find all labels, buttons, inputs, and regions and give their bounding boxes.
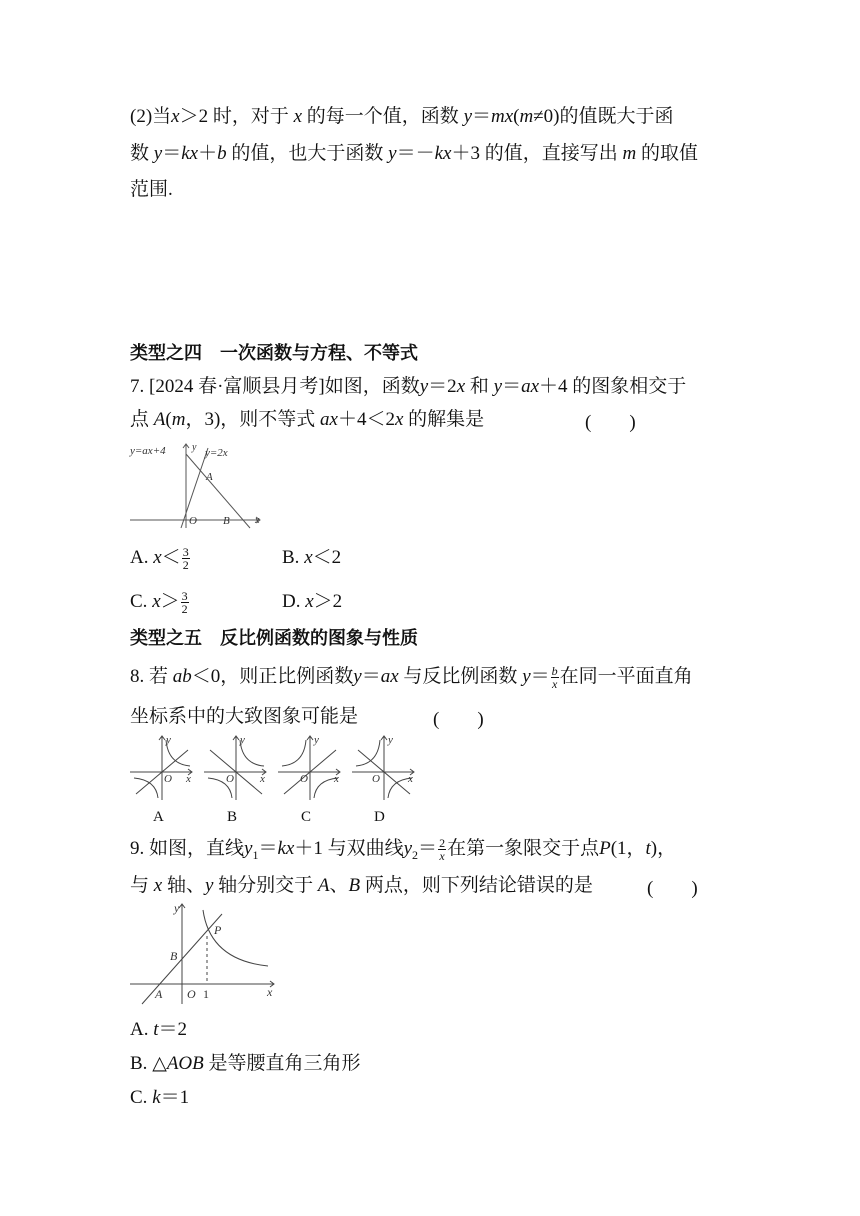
q8-graph-C xyxy=(278,734,340,800)
q8-label-B: B xyxy=(227,809,238,824)
q8-answer-bracket: ( ) xyxy=(433,709,484,730)
q9-line1: 9. 如图，直线$y_1=kx+1$ 与双曲线$y_2=$ $\frac{2}{x}$ 在第一象限交于点P(1，t)， xyxy=(130,836,677,864)
svg-text:O: O xyxy=(372,773,380,785)
section-heading-4: 类型之四 一次函数与方程、不等式 xyxy=(130,343,418,364)
q7-figure xyxy=(128,440,268,532)
q7-option-D: D. x＞2 xyxy=(282,591,343,612)
svg-text:y: y xyxy=(314,734,319,746)
svg-text:x: x xyxy=(334,773,339,785)
q9-label-A: A xyxy=(155,987,163,1001)
q8-graphs xyxy=(128,734,428,824)
q9-line2: 与 x 轴、y 轴分别交于 A、B 两点，则下列结论错误的是 xyxy=(130,875,593,896)
svg-text:O: O xyxy=(164,773,172,785)
svg-text:O: O xyxy=(300,773,308,785)
section-heading-5: 类型之五 反比例函数的图象与性质 xyxy=(130,628,418,649)
svg-text:x: x xyxy=(408,773,413,785)
q7-label-y: y xyxy=(192,442,197,453)
q7-option-B: B. x＜2 xyxy=(282,547,342,568)
q7-label-O: O xyxy=(189,515,197,527)
svg-text:x: x xyxy=(260,773,265,785)
q8-line2: 坐标系中的大致图象可能是 xyxy=(130,706,359,727)
q6-part2-line2: 数 y＝kx＋b 的值，也大于函数 y＝－kx＋3 的值，直接写出 m 的取值 xyxy=(130,143,698,164)
q9-label-1: 1 xyxy=(203,987,209,1001)
q7-answer-bracket: ( ) xyxy=(585,412,636,433)
q9-option-C: C. k＝1 xyxy=(130,1087,190,1108)
q7-line1: 7. [2024 春·富顺县月考]如图，函数y＝2x 和 y＝ax＋4 的图象相交于 xyxy=(130,376,687,397)
q9-label-P: P xyxy=(214,923,222,937)
q9-label-B: B xyxy=(170,949,178,963)
q9-label-y: y xyxy=(174,901,180,915)
q8-graph-D xyxy=(352,734,414,800)
q7-line2: 点 A(m，3)，则不等式 ax＋4＜2x 的解集是 xyxy=(130,409,485,430)
svg-text:O: O xyxy=(226,773,234,785)
q7-label-B: B xyxy=(223,515,230,527)
q6-part2-line3: 范围. xyxy=(130,179,173,200)
q7-label-A: A xyxy=(206,471,213,483)
q7-option-A: A. x＜ $\frac{3}{2}$ xyxy=(130,545,189,573)
q8-label-D: D xyxy=(374,809,385,824)
q9-label-x: x xyxy=(267,985,273,999)
q7-option-C: C. x＞ $\frac{3}{2}$ xyxy=(130,589,188,617)
q8-label-C: C xyxy=(301,809,312,824)
svg-text:y: y xyxy=(166,734,171,746)
q7-label-x: x xyxy=(255,515,260,526)
q8-label-A: A xyxy=(153,809,164,824)
q6-part2-line1: (2)当x＞2 时，对于 x 的每一个值，函数 y＝mx(m≠0)的值既大于函 xyxy=(130,106,674,127)
q8-graph-A xyxy=(130,734,192,800)
q8-line1: 8. 若 ab＜0，则正比例函数y＝ax 与反比例函数 y＝ $\frac{b}{x}$ 在同一平面直角 xyxy=(130,664,693,692)
q9-label-O: O xyxy=(187,987,196,1001)
q9-hyperbola-y2 xyxy=(203,910,268,966)
q7-label-line2: y=2x xyxy=(205,447,228,459)
q9-option-A: A. t＝2 xyxy=(130,1019,188,1040)
svg-text:y: y xyxy=(388,734,393,746)
svg-text:y: y xyxy=(240,734,245,746)
q8-graph-B xyxy=(204,734,266,800)
q9-answer-bracket: ( ) xyxy=(647,878,698,899)
q9-figure xyxy=(128,900,278,1008)
q7-label-line1: y=ax+4 xyxy=(130,445,166,457)
svg-text:x: x xyxy=(186,773,191,785)
q9-option-B: B. △AOB 是等腰直角三角形 xyxy=(130,1053,361,1074)
